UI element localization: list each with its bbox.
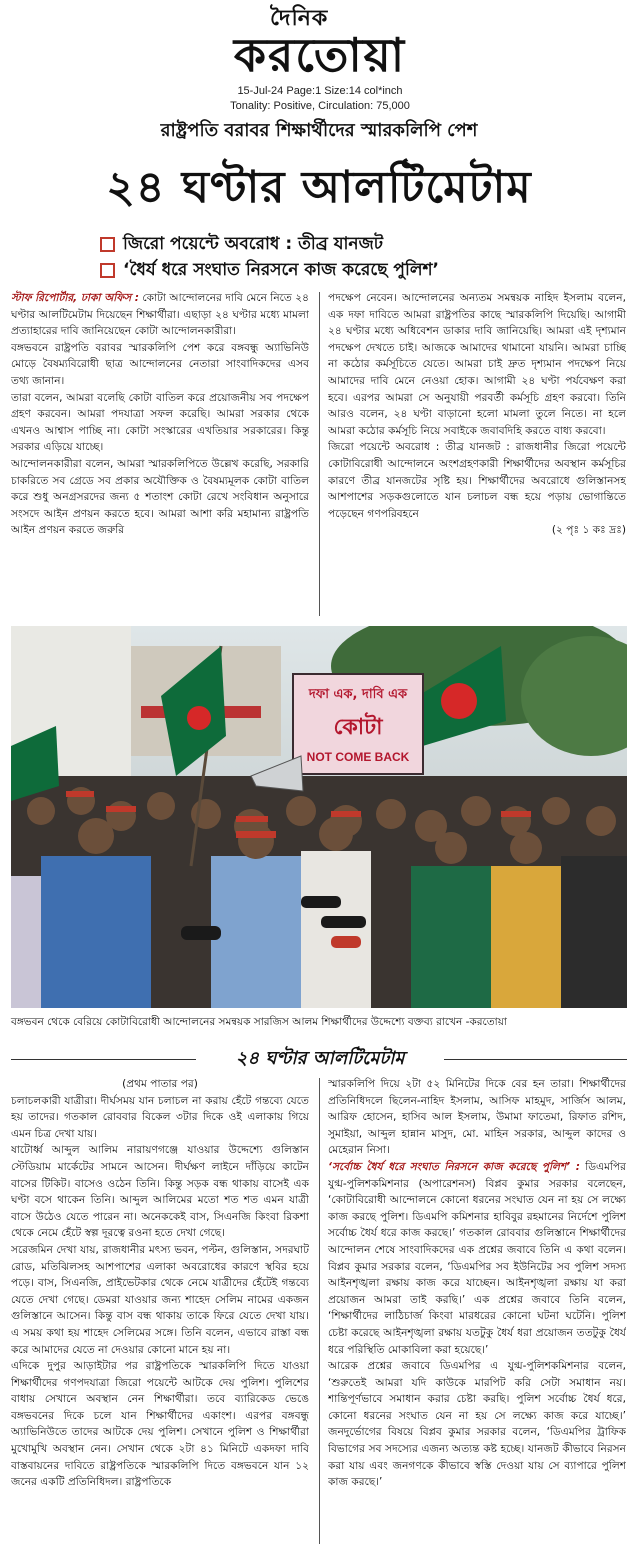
person-head: [78, 818, 114, 854]
placard-mid-text: কোটা: [333, 715, 383, 740]
left-para-3: তারা বলেন, আমরা বলেছি কোটা বাতিল করে প্রয়োজনীয় সব পদক্ষেপ গ্রহণ করবেন। আমরা পদযাত্রা সফল করেছি। আমরা সরকার থেকে এখনও আশ্বাস পাচ্ছি না। কোটা সংস্কারের এখতিয়ার সরকারের। কিন্তু সরকার এড়িয়ে যাচ্ছে।: [11, 391, 309, 454]
continuation-rule-right: [444, 1059, 627, 1060]
protest-placard: [293, 674, 423, 774]
continued-note: (২ পৃঃ ১ কঃ দ্রঃ): [551, 524, 626, 537]
subhead-2-text: ‘ধৈর্য ধরে সংঘাত নিরসনে কাজ করেছে পুলিশ’: [123, 260, 440, 280]
continuation-left-column: [11, 1076, 309, 1546]
subhead-2: [100, 258, 600, 282]
article-headline: ২৪ ঘণ্টার আলটিমেটাম: [106, 162, 532, 213]
subhead-1-text: জিরো পয়েন্টে অবরোধ : তীব্র যানজট: [123, 234, 384, 254]
cont-left-para-3: সরেজমিন দেখা যায়, রাজধানীর মৎস্য ভবন, পল্টন, গুলিস্তান, সদরঘাট রোড, মতিঝিলসহ আশপাশের এলাকা অবরোধের কারণে স্থবির হয়ে পড়ে। বাস, সিএনজি, প্রাইভেটকার থেকে নেমে যাত্রীদের হেঁটেই গন্তব্যে যেতে দেখা গেছে। ডেমরা যাওয়ার জন্য শাহেদ সেলিম নামের একজন গুলিস্তানে আসেন। কিন্তু বাস বন্ধ থাকায় তাকে ফিরে যেতে দেখা যায়। এ সময় কথা হয় শাহেদ সেলিমের সঙ্গে। তিনি বলেন, এভাবে রাস্তা বন্ধ করে আমাদের যেতে না দেওয়ার কোনো মানে হয় না।: [11, 1243, 309, 1356]
bullet-box-icon: [100, 237, 115, 252]
speaker-head: [238, 823, 274, 859]
person-head: [435, 832, 467, 864]
column-divider: [319, 1078, 320, 1544]
clipping-meta-line1: 15-Jul-24 Page:1 Size:14 col*inch: [237, 85, 403, 97]
person-green-dress: [411, 866, 491, 1008]
left-para-4: আন্দোলনকারীরা বলেন, আমরা স্মারকলিপিতে উল্লেখ করেছি, সরকারি চাকরিতে সব গ্রেডে সব প্রকার অযৌক্তিক ও বৈষম্যমূলক কোটা বাতিল করে শুধু অনগ্রসরদের জন্য ৫ শতাংশ কোটা রেখে সংবিধান অনুসারে সংসদে আইন প্রণয়ন করতে হবে। আমরা আশা করি মহামান্য রাষ্ট্রপতি আইন প্রণয়ন করতে জরুরি: [11, 457, 309, 537]
flag-right-disc: [441, 683, 477, 719]
cont-left-para-4: এদিকে দুপুর আড়াইটার পর রাষ্ট্রপতিকে স্মারকলিপি দিতে যাওয়া শিক্ষার্থীদের গণপদযাত্রা জিরো পয়েন্টে আটকে দেয় পুলিশ। পুলিশের বাধায় সেখানে অবস্থান নেন শিক্ষার্থীরা। তবে ব্যারিকেড ভেঙে বঙ্গভবনের দিকে চলে যান শিক্ষার্থীদের একাংশ। এরপর বঙ্গবন্ধু অ্যাভিনিউতে তাদের আটকে দেয় পুলিশ। সেখানে পুলিশ ও শিক্ষার্থীরা মুখোমুখি অবস্থান নেন। সেখান থেকে ২টা ৪১ মিনিটে একদফা দাবি বাস্তবায়নের দাবিতে রাষ্ট্রপতিকে স্মারকলিপি দিতে বঙ্গভবনে যান ১২ জনের একটি প্রতিনিধিদল। রাষ্ট্রপতিকে: [11, 1360, 309, 1489]
masthead-top-word: দৈনিক: [270, 6, 329, 31]
placard-bottom-text: NOT COME BACK: [306, 750, 410, 764]
police-subhead: ‘সর্বোচ্চ ধৈর্য ধরে সংঘাত নিরসনে কাজ করেছে পুলিশ’ :: [328, 1160, 580, 1173]
protest-photo-illustration: [11, 626, 627, 1008]
article-kicker: রাষ্ট্রপতি বরাবর শিক্ষার্থীদের স্মারকলিপি পেশ: [160, 120, 478, 141]
byline: স্টাফ রিপোর্টার, ঢাকা অফিস :: [11, 292, 139, 304]
subhead-1: [100, 232, 600, 256]
bullet-box-icon: [100, 263, 115, 278]
speaker-shirt: [211, 856, 301, 1008]
continuation-heading: ২৪ ঘণ্টার আলটিমেটাম: [235, 1048, 405, 1069]
from-first-page: (প্রথম পাতার পর): [122, 1078, 198, 1090]
left-para-2: বঙ্গভবনে রাষ্ট্রপতি বরাবর স্মারকলিপি পেশ করে বঙ্গবন্ধু অ্যাভিনিউ মোড়ে বৈষম্যবিরোধী ছাত্র আন্দোলনের নেতারা সাংবাদিকদের এসব তথ্য জানান।: [11, 341, 309, 387]
person-head: [510, 832, 542, 864]
cont-left-para-2: ষাটোর্ধ্ব আব্দুল আলিম নারায়ণগঞ্জে যাওয়ার উদ্দেশ্যে গুলিস্তান স্টেডিয়াম মার্কেটের সামনে আসেন। দীর্ঘক্ষণ লাইনে দাঁড়িয়ে কাটেন বাসের টিকিট। বাসেও ওঠেন তিনি। কিন্তু সড়ক বন্ধ থাকায় বাসেই এক ঘণ্টা বসে থাকেন তিনি। আব্দুল আলিমের মতো শত শত এমন যাত্রী বাসে উঠেও যেতে পারেন না। অনেককেই বাস, সিএনজি কিংবা রিকশা থেকে নেমে হেঁটে স্বল্প দূরত্বে রওনা হতে দেখা গেছে।: [11, 1144, 309, 1240]
right-para-2: জিরো পয়েন্টে অবরোধ : তীব্র যানজট : রাজধানীর জিরো পয়েন্টে কোটাবিরোধী আন্দোলনে অংশগ্রহণকারী শিক্ষার্থীদের অবস্থান কর্মসূচির কারণে তীব্র যানজটের সৃষ্টি হয়। শিক্ষার্থীদের অবরোধে গুলিস্তানসহ আশপাশের সড়কগুলোতে যান চলাচল বন্ধ হয়ে পড়ায় ভোগান্তিতে পড়েছেন গণপরিবহনে: [328, 441, 626, 520]
person-dark-shirt: [561, 856, 627, 1008]
continuation-right-column: [328, 1076, 626, 1546]
person-blue-shirt: [41, 856, 151, 1008]
flag-left-disc: [187, 706, 211, 730]
speaker-headband: [236, 831, 276, 838]
article-right-column: [328, 290, 626, 618]
person-yellow-scarf: [491, 866, 561, 1008]
column-divider: [319, 292, 320, 616]
placard-top-text: দফা এক, দাবি এক: [308, 687, 408, 702]
person-head: [319, 817, 353, 851]
cont-right-para-1: স্মারকলিপি দিয়ে ২টা ৫২ মিনিটের দিকে বের হন তারা। শিক্ষার্থীদের প্রতিনিধিদলে ছিলেন-নাহিদ ইসলাম, আসিফ মাহমুদ, সার্জিস আলম, আরিফ হোসেন, হাসিব আল ইসলাম, উমামা ফাতেমা, রিফাত রশিদ, সুমাইয়া, আব্দুল হান্নান মাসুদ, মো. মাহিন সরকার, আব্দুল কাদের ও মেহেরান নিসা।: [328, 1078, 626, 1157]
protest-photo: [11, 626, 627, 1008]
left-para-1: কোটা আন্দোলনের দাবি মেনে নিতে ২৪ ঘণ্টার আলটিমেটাম দিয়েছেন শিক্ষার্থীরা। এছাড়া ২৪ ঘণ্টার মধ্যে মামলা প্রত্যাহারের দাবি জানিয়েছেন কোটা আন্দোলনকারীরা।: [11, 292, 309, 338]
cont-left-para-1: চলাচলকারী যাত্রীরা। দীর্ঘসময় যান চলাচল না করায় হেঁটে গন্তব্যে যেতে হয় তাদের। গতকাল রোববার বিকেল ৩টার দিকে ওই এলাকায় গিয়ে এমন চিত্র দেখা যায়।: [11, 1094, 309, 1140]
continuation-rule-left: [11, 1059, 196, 1060]
right-para-1: পদক্ষেপ নেবেন। আন্দোলনের অন্যতম সমন্বয়ক নাহিদ ইসলাম বলেন, এক দফা দাবিতে আমরা রাষ্ট্রপতির কাছে স্মারকলিপি দিয়েছি। আগামী ২৪ ঘণ্টার মধ্যে অধিবেশন ডাকার দাবি জানিয়েছি। আমরা এই দৃশ্যমান পদক্ষেপ দেখতে চাই। আজকে আমাদের থামানো যায়নি। আমরা চাচ্ছি না কঠোর কর্মসূচিতে যেতে। আমরা চাই দ্রুত দৃশ্যমান পদক্ষেপ নিয়ে আমাদের দাবি মেনে নেওয়া হোক। আগামী ২৪ ঘণ্টা পর্যবেক্ষণ করা হবে। এরপর আমরা সে অনুযায়ী পরবর্তী কর্মসূচি গ্রহণ করবো। তিনি আরও বলেন, ২৪ ঘণ্টা বাড়ানো হলো মামলা তুলে নিতে। না হলে আমরা কঠোর কর্মসূচি নিয়ে সবাইকে জবাবদিহি করতে বাধ্য করবো।: [328, 292, 626, 437]
police-para-2: আরেক প্রশ্নের জবাবে ডিএমপির এ যুগ্ম-পুলিশকমিশনার বলেন, ‘শুরুতেই আমরা যদি কাউকে মারপিট করি সেটা সমাধান নয়। শান্তিপূর্ণভাবে সমাধান করার চেষ্টা করছি। পুলিশ সর্বোচ্চ ধৈর্য ধরে, কোনো ধরনের সংঘাত যেন না হয় সে লক্ষ্যে কাজ করে যাচ্ছে।’ জনদুর্ভোগের বিষয়ে বিপ্লব কুমার সরকার বলেন, ‘ডিএমপির ট্রাফিক বিভাগের সব সদস্যের এজন্য অত্যন্ত কষ্ট হচ্ছে। যানজট কীভাবে নিরসন করা যায় এবং জনগণকে কীভাবে স্বস্তি দেওয়া যায় সে ব্যাপারে পুলিশ কাজ করছে।’: [328, 1360, 626, 1489]
police-para-1: ডিএমপির যুগ্ম-পুলিশকমিশনার (অপারেশনস) বিপ্লব কুমার সরকার বলেছেন, ‘কোটাবিরোধী আন্দোলনে কোনো ধরনের সংঘাত যেন না হয় সে লক্ষ্যে কাজ করছে পুলিশ। ডিএমপি কমিশনার হাবিবুর রহমানের নির্দেশে পুলিশ সর্বোচ্চ ধৈর্য ধরে কাজ করছে।’ গতকাল রোববার গুলিস্তানে শিক্ষার্থীদের আন্দোলন শেষে সাংবাদিকদের এক প্রশ্নের জবাবে তিনি এ কথা বলেন। বিপ্লব কুমার সরকার বলেন, ‘ডিএমপির সব ইউনিটের সব পুলিশ সদস্য আইনশৃঙ্খলা রক্ষায় কাজ করে যাচ্ছেন। আইনশৃঙ্খলা রক্ষায় যা করা প্রয়োজন আমরা তাই করছি।’ এক প্রশ্নের জবাবে তিনি বলেন, ‘শিক্ষার্থীদের লাঠিচার্জ কিংবা মারধরের কোনো ঘটনা ঘটেনি। পুলিশ চেষ্টা করেছে আইনশৃঙ্খলা রক্ষায় যতটুকু ধৈর্য ধরা প্রয়োজন ততটুকু ধৈর্য ধরে পরিস্থিতি মোকাবিলা করা হয়েছে।’: [328, 1160, 626, 1356]
person-white-shirt: [301, 851, 371, 1008]
masthead-name: করতোয়া: [233, 28, 407, 82]
article-left-column: [11, 290, 309, 618]
photo-caption: বঙ্গভবন থেকে বেরিয়ে কোটাবিরোধী আন্দোলনের সমন্বয়ক সারজিস আলম শিক্ষার্থীদের উদ্দেশ্যে বক্তব্য রাখেন -করতোয়া: [11, 1016, 507, 1028]
clipping-meta-line2: Tonality: Positive, Circulation: 75,000: [230, 100, 410, 112]
person-left-edge: [11, 876, 41, 1008]
